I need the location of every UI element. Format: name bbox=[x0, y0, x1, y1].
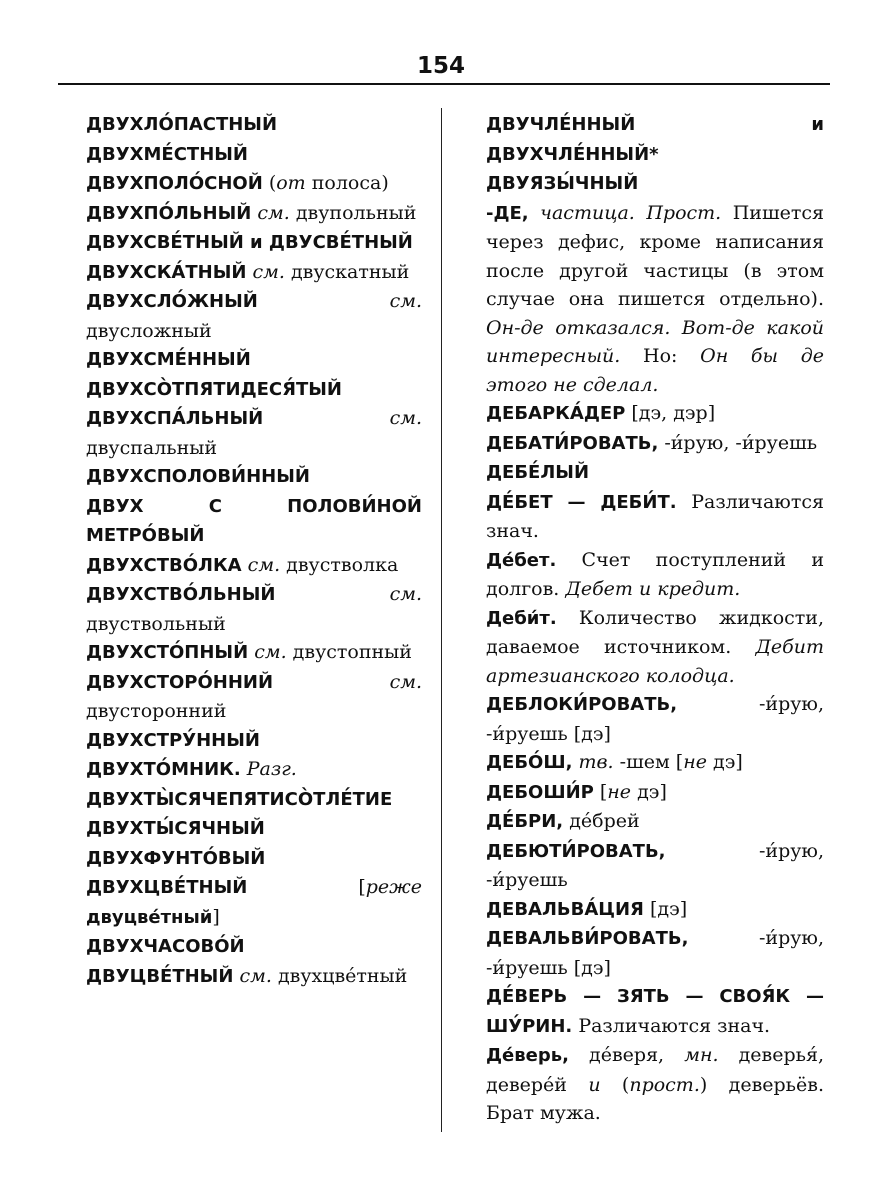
style-label: прост. bbox=[629, 1073, 700, 1096]
headword: ДВУХЧАСОВО́Й bbox=[86, 936, 245, 957]
headword: ДЕБЕ́ЛЫЙ bbox=[486, 462, 590, 483]
headword: ДЕБОШИ́Р bbox=[486, 781, 594, 803]
entry bbox=[466, 895, 824, 925]
headword: ДВУХМЕ́СТНЫЙ bbox=[86, 143, 248, 165]
headword: ДВУХСО̀ТПЯТИДЕСЯ́ТЫЙ bbox=[86, 378, 342, 400]
ref-label: см. bbox=[247, 553, 281, 576]
example: Дебит артезианского колодца. bbox=[486, 636, 824, 687]
entry bbox=[466, 748, 824, 778]
headword: ДВУХСПА́ЛЬНЫЙ bbox=[86, 408, 264, 429]
headword: ДВУХТЫ̀СЯЧЕПЯТИСО̀ТЛЕ́ТИЕ bbox=[86, 788, 393, 810]
forms: ( bbox=[600, 1073, 630, 1096]
entry bbox=[466, 399, 824, 429]
negation-label: не bbox=[683, 751, 707, 773]
variant-word: двуцве́тный bbox=[86, 906, 213, 928]
example: Он-де отказался. Вот-де какой интересный. bbox=[486, 316, 824, 367]
entry bbox=[466, 924, 824, 982]
page-number: 154 bbox=[416, 53, 465, 79]
forms: -и́рую, -и́руешь [дэ] bbox=[486, 927, 824, 979]
entry bbox=[466, 546, 824, 604]
entry bbox=[466, 199, 824, 400]
headword: ДВУХСТВО́ЛКА bbox=[86, 554, 242, 576]
forms: де́брей bbox=[563, 810, 640, 832]
grammar-label: тв. bbox=[578, 751, 614, 773]
pronunciation: [ bbox=[593, 780, 608, 803]
entry bbox=[466, 488, 824, 546]
headword: ДВУХТО́МНИК. bbox=[86, 759, 241, 780]
example: Дебет и кредит. bbox=[565, 578, 741, 600]
headword: ДЕБЮТИ́РОВАТЬ, bbox=[486, 840, 666, 862]
entry bbox=[466, 807, 824, 837]
ref-word: двухцве́тный bbox=[277, 964, 408, 987]
entry bbox=[66, 287, 422, 345]
headword: ДВУХСКА́ТНЫЙ bbox=[86, 261, 247, 283]
entry bbox=[66, 668, 422, 726]
headword: ДВУХ С ПОЛОВИ́НОЙ МЕТРО́ВЫЙ bbox=[86, 495, 422, 546]
subentry-word: Де́верь, bbox=[486, 1045, 569, 1066]
headword: ДВУХСТО́ПНЫЙ bbox=[86, 642, 249, 663]
entry bbox=[466, 429, 824, 459]
column-divider bbox=[441, 108, 442, 1132]
entry bbox=[66, 258, 422, 288]
entry bbox=[466, 110, 824, 169]
pronunciation: [дэ] bbox=[643, 897, 688, 920]
headword: ДВУХСТОРО́ННИЙ bbox=[86, 671, 274, 693]
ref-word: двустволка bbox=[286, 553, 399, 576]
left-column bbox=[66, 110, 422, 991]
grammar-label: частица. bbox=[540, 201, 635, 224]
ref-label: см. bbox=[389, 583, 422, 605]
entry bbox=[466, 1041, 824, 1128]
headword: ДВУХСВЕ́ТНЫЙ и ДВУСВЕ́ТНЫЙ bbox=[86, 232, 413, 253]
entry bbox=[466, 169, 824, 199]
definition: Различаются знач. bbox=[486, 490, 824, 542]
pronunciation: дэ] bbox=[631, 780, 667, 803]
entry bbox=[66, 814, 422, 844]
entry bbox=[66, 844, 422, 874]
entry bbox=[66, 462, 422, 492]
note-label: от bbox=[276, 172, 306, 194]
entry bbox=[66, 110, 422, 140]
ref-label: см. bbox=[239, 964, 272, 987]
entry bbox=[66, 873, 422, 932]
entry bbox=[66, 228, 422, 258]
headword: ДВУХСЛО́ЖНЫЙ bbox=[86, 291, 258, 312]
definition: Пишется через дефис, кроме написания после другой частицы (в этом случае она пишется отдельно). bbox=[486, 201, 825, 310]
forms: дэ] bbox=[706, 751, 743, 773]
note: ( bbox=[268, 172, 277, 194]
definition: ) деверьёв. Брат мужа. bbox=[486, 1073, 825, 1124]
headword: ДЕ́БРИ, bbox=[486, 811, 564, 832]
headword: ДВУХСТВО́ЛЬНЫЙ bbox=[86, 584, 276, 605]
example: Он бы де этого не сделал. bbox=[486, 345, 824, 396]
entry bbox=[66, 345, 422, 375]
definition: Но: bbox=[620, 345, 701, 367]
headword: ДВУХТЫ́СЯЧНЫЙ bbox=[86, 818, 265, 839]
headword: ДЕБАТИ́РОВАТЬ, bbox=[486, 432, 659, 454]
entry bbox=[466, 690, 824, 748]
headword: ДЕБЛОКИ́РОВАТЬ, bbox=[486, 694, 678, 715]
entry bbox=[466, 982, 824, 1041]
subentry-word: Де́бет. bbox=[486, 549, 557, 571]
headword: ДВУХЛО́ПАСТНЫЙ bbox=[86, 114, 278, 135]
grammar-label: и bbox=[588, 1073, 601, 1096]
headword: ДВУХЦВЕ́ТНЫЙ bbox=[86, 877, 248, 898]
entry bbox=[66, 580, 422, 638]
entry bbox=[66, 755, 422, 785]
entry bbox=[66, 962, 422, 992]
headword: ДВУХПО́ЛЬНЫЙ bbox=[86, 202, 252, 224]
headword: ДЕ́ВЕРЬ — ЗЯТЬ — СВОЯ́К — ШУ́РИН. bbox=[486, 986, 824, 1037]
ref-word: двусторонний bbox=[86, 700, 227, 722]
headword: ДЕБО́Ш, bbox=[486, 752, 573, 773]
header-rule bbox=[58, 83, 830, 85]
definition: Различаются знач. bbox=[572, 1014, 771, 1037]
ref-word: двупольный bbox=[295, 201, 417, 224]
entry bbox=[66, 785, 422, 815]
entry bbox=[466, 778, 824, 808]
entry bbox=[66, 375, 422, 405]
headword: ДВУХФУНТО́ВЫЙ bbox=[86, 847, 266, 869]
note: полоса) bbox=[305, 172, 389, 194]
headword: -ДЕ, bbox=[486, 202, 529, 224]
ref-word: двустопный bbox=[292, 641, 412, 663]
ref-label: см. bbox=[389, 407, 422, 429]
note: ] bbox=[212, 905, 220, 928]
negation-label: не bbox=[607, 780, 632, 803]
style-label: Разг. bbox=[246, 758, 297, 780]
entry bbox=[66, 169, 422, 199]
entry bbox=[66, 638, 422, 668]
entry bbox=[66, 199, 422, 229]
entry bbox=[466, 604, 824, 691]
headword: ДЕ́БЕТ — ДЕБИ́Т. bbox=[486, 491, 677, 513]
entry bbox=[66, 492, 422, 551]
headword: ДЕВАЛЬВА́ЦИЯ bbox=[486, 898, 644, 920]
note: [ bbox=[358, 876, 366, 898]
pronunciation: [дэ, дэр] bbox=[625, 402, 716, 424]
forms: деверья́, деверéй bbox=[486, 1044, 824, 1096]
ref-word: двуспальный bbox=[86, 436, 218, 459]
entry bbox=[466, 458, 824, 488]
headword: ДЕБАРКА́ДЕР bbox=[486, 403, 626, 424]
ref-label: см. bbox=[254, 641, 287, 663]
headword: ДВУХСТРУ́ННЫЙ bbox=[86, 729, 260, 751]
ref-word: двусложный bbox=[86, 319, 212, 342]
headword: ДВУХПОЛО́СНОЙ bbox=[86, 173, 263, 194]
entry bbox=[66, 932, 422, 962]
headword: ДВУЯЗЫ́ЧНЫЙ bbox=[486, 173, 639, 194]
ref-word: двускатный bbox=[290, 260, 410, 283]
subentry-word: Деби́т. bbox=[486, 607, 557, 629]
ref-label: см. bbox=[389, 670, 422, 693]
entry bbox=[66, 551, 422, 581]
forms: -шем [ bbox=[613, 751, 684, 773]
style-label: Прост. bbox=[646, 201, 722, 224]
forms: -и́рую, -и́руешь [дэ] bbox=[486, 693, 824, 745]
note-label: реже bbox=[365, 876, 422, 898]
entry bbox=[466, 837, 824, 895]
forms: -и́рую, -и́руешь bbox=[486, 839, 824, 891]
definition: Счет поступлений и долгов. bbox=[486, 548, 824, 600]
ref-word: двуствольный bbox=[86, 612, 226, 635]
headword: ДЕВАЛЬВИ́РОВАТЬ, bbox=[486, 928, 689, 949]
ref-label: см. bbox=[252, 260, 285, 283]
headword: ДВУЧЛЕ́ННЫЙ и ДВУХЧЛЕ́ННЫЙ* bbox=[486, 114, 824, 165]
headword: ДВУЦВЕ́ТНЫЙ bbox=[86, 965, 234, 987]
forms: -и́рую, -и́руешь bbox=[658, 431, 818, 454]
headword: ДВУХСМЕ́ННЫЙ bbox=[86, 349, 251, 370]
definition: Количество жидкости, даваемое источником. bbox=[486, 606, 824, 658]
right-column bbox=[466, 110, 824, 1128]
grammar-label: мн. bbox=[684, 1044, 719, 1066]
entry bbox=[66, 726, 422, 756]
headword: ДВУХСПОЛОВИ́ННЫЙ bbox=[86, 466, 310, 487]
ref-label: см. bbox=[257, 201, 290, 224]
entry bbox=[66, 140, 422, 170]
ref-label: см. bbox=[389, 290, 422, 312]
entry bbox=[66, 404, 422, 462]
forms: де́веря, bbox=[568, 1044, 685, 1066]
